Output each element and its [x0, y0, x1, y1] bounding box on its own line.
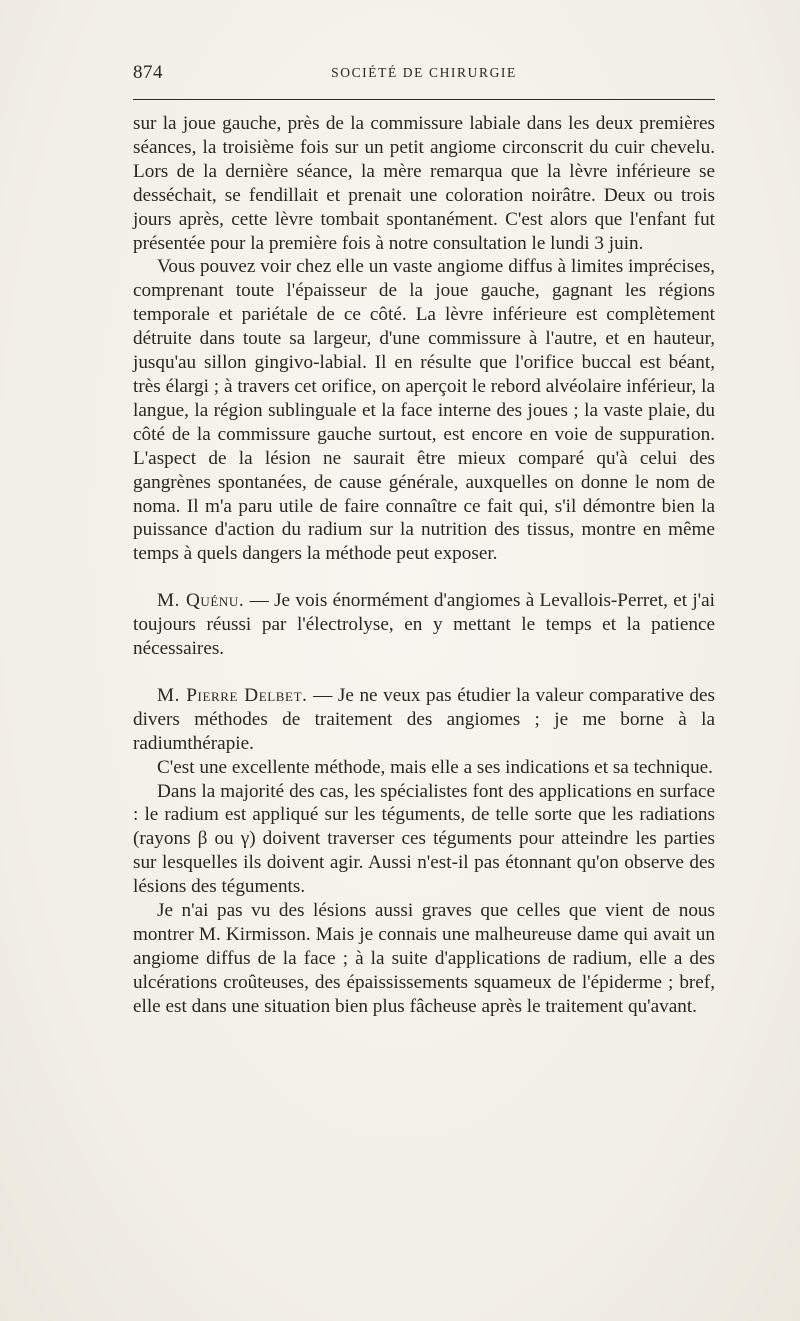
- paragraph-continued: sur la joue gauche, près de la commissure labiale dans les deux premières séances, la troisième fois sur un petit angiome circonscrit du cuir chevelu. Lors de la dernière séance, la mère remarqua que la lèvre inférieure se desséchait, se fendillait et prenait une coloration noirâtre. Deux ou trois jours après, cette lèvre tombait spontanément. C'est alors que l'enfant fut présentée pour la première fois à notre consultation le lundi 3 juin.: [133, 113, 715, 254]
- body-text: [133, 112, 715, 1019]
- remark-text: — Je vois énormément d'angiomes à Levallois-Perret, et j'ai toujours réussi par l'électrolyse, en y mettant le temps et la patience nécessaires.: [133, 590, 715, 660]
- page-number: 874: [133, 62, 163, 83]
- paragraph-surface-applications: Dans la majorité des cas, les spécialistes font des applications en surface : le radium est appliqué sur les téguments, de telle sorte que les radiations (rayons β ou γ) doivent traverser ces téguments pour atteindre les parties sur lesquelles ils doivent agir. Aussi n'est-il pas étonnant qu'on observe des lésions des téguments.: [133, 780, 715, 898]
- running-title: SOCIÉTÉ DE CHIRURGIE: [331, 65, 517, 80]
- paragraph-quenu-remark: [133, 589, 715, 661]
- header-rule: [133, 99, 715, 100]
- page-header: [133, 62, 715, 86]
- paragraph-delbet-remark: [133, 684, 715, 756]
- paragraph-case-comparison: Je n'ai pas vu des lésions aussi graves que celles que vient de nous montrer M. Kirmisson. Mais je connais une malheureuse dame qui avait un angiome diffus de la face ; à la suite d'applications de radium, elle a des ulcérations croûteuses, des épaississements squameux de l'épiderme ; bref, elle est dans une situation bien plus fâcheuse après le traitement qu'avant.: [133, 900, 715, 1017]
- speaker-name: M. Pierre Delbet.: [157, 684, 308, 706]
- remark-text: — Je ne veux pas étudier la valeur comparative des divers méthodes de traitement des angiomes ; je me borne à la radiumthérapie.: [133, 684, 715, 754]
- speaker-name: M. Quénu.: [157, 590, 245, 612]
- paragraph-method: C'est une excellente méthode, mais elle a ses indications et sa technique.: [157, 756, 713, 778]
- paragraph-case-description: Vous pouvez voir chez elle un vaste angiome diffus à limites imprécises, comprenant toute l'épaisseur de la joue gauche, gagnant les régions temporale et pariétale de ce côté. La lèvre inférieure est complètement détruite dans toute sa largeur, d'une commissure à l'autre, et en hauteur, jusqu'au sillon gingivo-labial. Il en résulte que l'orifice buccal est béant, très élargi ; à travers cet orifice, on aperçoit le rebord alvéolaire inférieur, la langue, la région sublinguale et la face interne des joues ; la vaste plaie, du côté de la commissure gauche surtout, est encore en voie de suppuration. L'aspect de la lésion ne saurait être mieux comparé qu'à celui des gangrènes spontanées, de cause générale, auxquelles on donne le nom de noma. Il m'a paru utile de faire connaître ce fait qui, s'il démontre bien la puissance d'action du radium sur la nutrition des tissus, montre en même temps à quels dangers la méthode peut exposer.: [133, 256, 715, 565]
